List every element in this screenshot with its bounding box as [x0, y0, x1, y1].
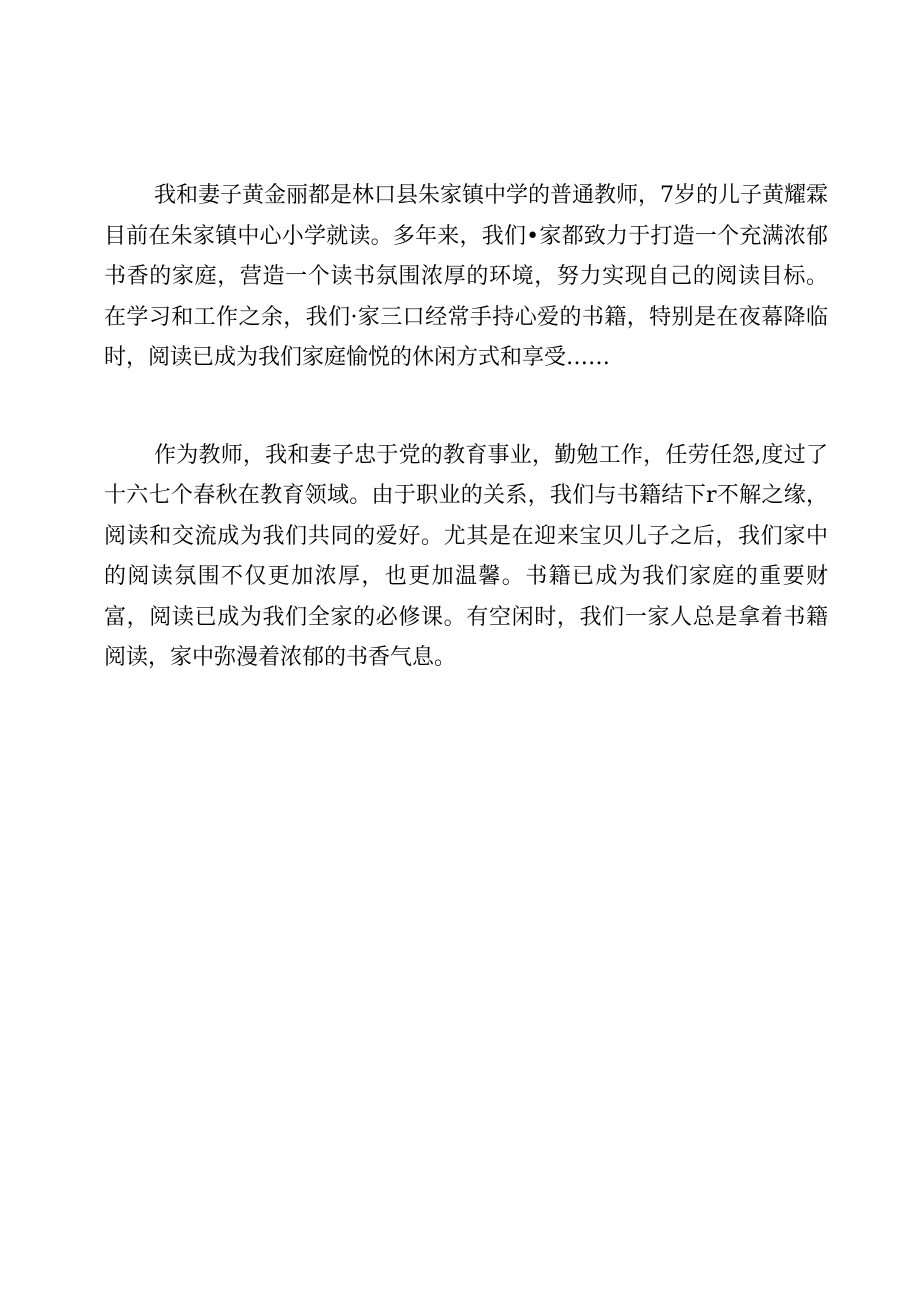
paragraph-teachers-books: 作为教师，我和妻子忠于党的教育事业，勤勉工作，任劳任怨,度过了十六七个春秋在教育领域。由于职业的关系，我们与书籍结下r不解之缘，阅读和交流成为我们共同的爱好。尤其是在迎来宝贝儿子之后，我们家中的阅读氛围不仅更加浓厚，也更加温馨。书籍已成为我们家庭的重要财富，阅读已成为我们全家的必修课。有空闲时，我们一家人总是拿着书籍阅读，家中弥漫着浓郁的书香气息。 — [104, 442, 828, 670]
document-body — [104, 176, 828, 679]
paragraph-family-reading: 我和妻子黄金丽都是林口县朱家镇中学的普通教师，7岁的儿子黄耀霖目前在朱家镇中心小学就读。多年来，我们•家都致力于打造一个充满浓郁书香的家庭，营造一个读书氛围浓厚的环境，努力实现自己的阅读目标。在学习和工作之余，我们·家三口经常手持心爱的书籍，特别是在夜幕降临时，阅读已成为我们家庭愉悦的休闲方式和享受…… — [104, 183, 828, 370]
